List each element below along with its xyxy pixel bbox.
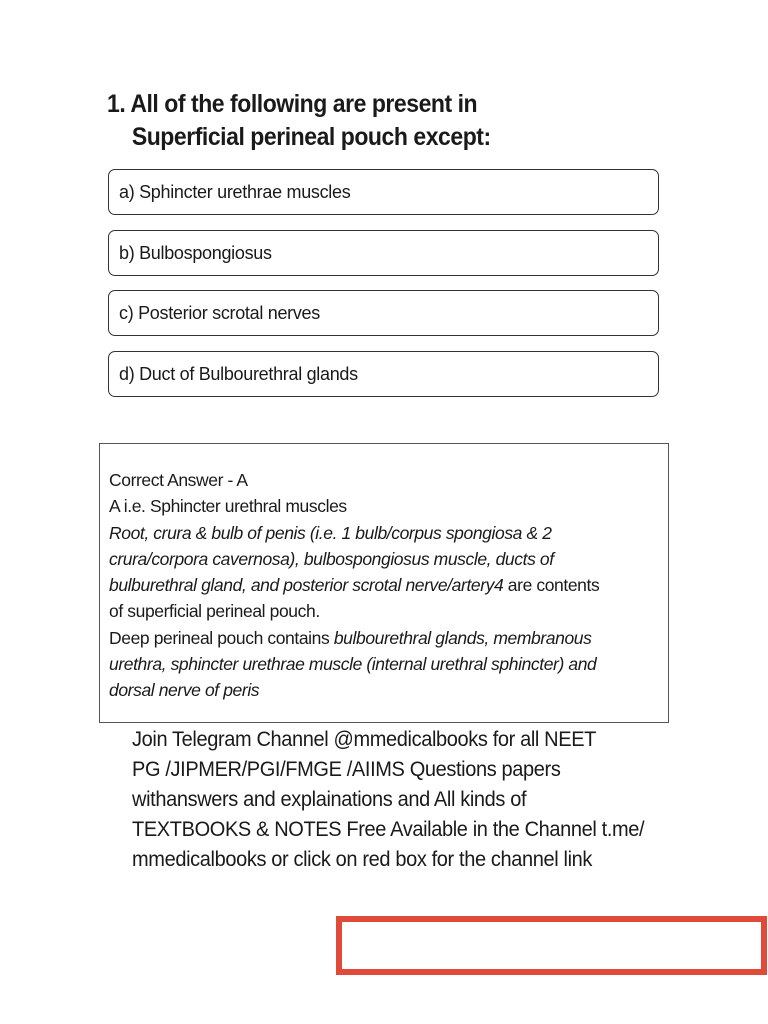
explanation-line <box>109 493 668 519</box>
explanation-text: dorsal nerve of peris <box>109 680 260 701</box>
channel-link-box[interactable] <box>336 916 767 975</box>
telegram-promo-text <box>132 724 690 874</box>
explanation-line <box>109 677 668 703</box>
option-d[interactable]: d) Duct of Bulbourethral glands <box>108 351 659 397</box>
question-title <box>107 88 491 154</box>
promo-line: Join Telegram Channel @mmedicalbooks for all NEET <box>132 727 597 751</box>
explanation-text: bulbourethral glands, membranous <box>333 627 592 648</box>
explanation-text: A i.e. Sphincter urethral muscles <box>109 496 347 517</box>
explanation-text: crura/corpora cavernosa), bulbospongiosus muscle, ducts of <box>109 548 554 569</box>
explanation-line <box>109 598 668 624</box>
explanation-line <box>109 572 668 598</box>
question-line-2: Superficial perineal pouch except: <box>131 123 491 151</box>
explanation-line <box>109 651 668 677</box>
explanation-text: Deep perineal pouch contains <box>109 627 334 648</box>
explanation-line <box>109 546 668 572</box>
explanation-line <box>109 467 668 493</box>
explanation-text: Root, crura & bulb of penis (i.e. 1 bulb/corpus spongiosa & 2 <box>109 522 552 543</box>
option-a[interactable]: a) Sphincter urethrae muscles <box>108 169 659 215</box>
explanation-line <box>109 520 668 546</box>
explanation-text: Correct Answer - A <box>109 470 248 490</box>
explanation-line <box>109 625 668 651</box>
option-b[interactable]: b) Bulbospongiosus <box>108 230 659 276</box>
explanation-text: of superficial perineal pouch. <box>109 601 320 622</box>
promo-line: withanswers and explainations and All kinds of <box>132 787 527 811</box>
promo-line: mmedicalbooks or click on red box for the channel link <box>132 847 593 871</box>
promo-line: TEXTBOOKS & NOTES Free Available in the Channel t.me/ <box>132 817 645 841</box>
explanation-text: bulburethral gland, and posterior scrotal nerve/artery4 <box>109 575 504 596</box>
answer-explanation-box <box>99 443 669 723</box>
explanation-text: urethra, sphincter urethrae muscle (internal urethral sphincter) and <box>109 654 597 675</box>
promo-line: PG /JIPMER/PGI/FMGE /AIIMS Questions papers <box>132 757 561 781</box>
option-c[interactable]: c) Posterior scrotal nerves <box>108 290 659 336</box>
question-line-1: 1. All of the following are present in <box>107 90 478 118</box>
explanation-text: are contents <box>503 575 600 596</box>
